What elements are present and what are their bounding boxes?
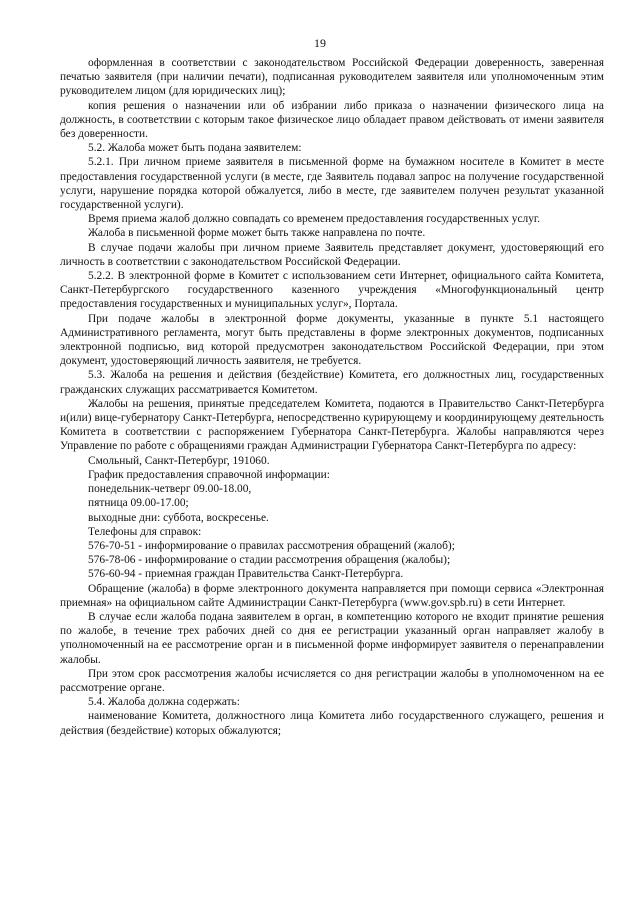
paragraph: Время приема жалоб должно совпадать со временем предоставления государственных услуг. [88, 213, 541, 226]
paragraph: В случае подачи жалобы при личном приеме Заявитель представляет документ, удостоверяющий его личность в соответствии с законодательством Российской Федерации. [60, 241, 604, 268]
phone-line: 576-60-94 - приемная граждан Правительства Санкт-Петербурга. [88, 568, 404, 581]
paragraph: оформленная в соответствии с законодательством Российской Федерации доверенность, заверенная печатью заявителя (при наличии печати), подписанная руководителем заявителя или уполномоченным этим руководителем лицом (для юридических лиц); [60, 57, 604, 98]
page-number: 19 [314, 36, 326, 50]
paragraph: копия решения о назначении или об избрании либо приказа о назначении физического лица на должность, в соответствии с которым такое физическое лицо обладает правом действовать от имени заявителя без доверенности. [60, 99, 604, 141]
paragraph: 5.4. Жалоба должна содержать: [88, 696, 240, 709]
schedule-line: выходные дни: суббота, воскресенье. [88, 511, 269, 524]
paragraph: наименование Комитета, должностного лица Комитета либо государственного служащего, решения и действия (бездействие) которых обжалуются; [60, 710, 604, 737]
paragraph: Обращение (жалоба) в форме электронного документа направляется при помощи сервиса «Электронная приемная» на официальном сайте Администрации Санкт-Петербурга (www.gov.spb.ru) в сети Интернет. [60, 582, 604, 609]
schedule-line: пятница 09.00-17.00; [88, 497, 189, 510]
schedule-line: понедельник-четверг 09.00-18.00, [88, 483, 252, 496]
document-body [60, 56, 604, 738]
paragraph: Жалобы на решения, принятые председателем Комитета, подаются в Правительство Санкт-Петербурга и(или) вице-губернатору Санкт-Петербурга, непосредственно курирующему и координирующему деятельность Комитета в соответствии с распоряжением Губернатора Санкт-Петербурга. Жалобы направляются через Управление по работе с обращениями граждан Администрации Губернатора Санкт-Петербурга по адресу: [60, 397, 604, 453]
paragraph: 5.2.1. При личном приеме заявителя в письменной форме на бумажном носителе в Комитет в месте предоставления государственной услуги (в месте, где Заявитель подавал запрос на получение государственной услуги, нарушение порядка которой обжалуется, либо в месте, где заявителем получен результат указанной государственной услуги). [60, 156, 604, 212]
paragraph: 5.3. Жалоба на решения и действия (бездействие) Комитета, его должностных лиц, государственных гражданских служащих рассматривается Комитетом. [60, 369, 604, 396]
paragraph: 5.2.2. В электронной форме в Комитет с использованием сети Интернет, официального сайта Комитета, Санкт-Петербургского государственного казенного учреждения «Многофункциональный центр предоставления государственных и муниципальных услуг», Портала. [60, 270, 604, 311]
paragraph: 5.2. Жалоба может быть подана заявителем: [88, 142, 302, 155]
paragraph: При этом срок рассмотрения жалобы исчисляется со дня регистрации жалобы в уполномоченном на ее рассмотрение органе. [60, 667, 604, 694]
phone-line: 576-70-51 - информирование о правилах рассмотрения обращений (жалоб); [88, 539, 455, 552]
phones-heading: Телефоны для справок: [88, 525, 202, 538]
paragraph: В случае если жалоба подана заявителем в орган, в компетенцию которого не входит принятие решения по жалобе, в течение трех рабочих дней со дня ее регистрации указанный орган направляет жалобу в уполномоченный на ее рассмотрение орган и в письменной форме информирует заявителя о перенаправлении жалобы. [60, 610, 604, 666]
schedule-heading: График предоставления справочной информации: [88, 468, 330, 481]
address-line: Смольный, Санкт-Петербург, 191060. [88, 454, 270, 467]
phone-line: 576-78-06 - информирование о стадии рассмотрения обращения (жалобы); [88, 554, 451, 567]
paragraph: При подаче жалобы в электронной форме документы, указанные в пункте 5.1 настоящего Административного регламента, могут быть представлены в форме электронных документов, подписанных электронной подписью, вид которой предусмотрен законодательством Российской Федерации, при этом документ, удостоверяющий личность заявителя, не требуется. [60, 312, 604, 368]
paragraph: Жалоба в письменной форме может быть также направлена по почте. [88, 227, 426, 240]
